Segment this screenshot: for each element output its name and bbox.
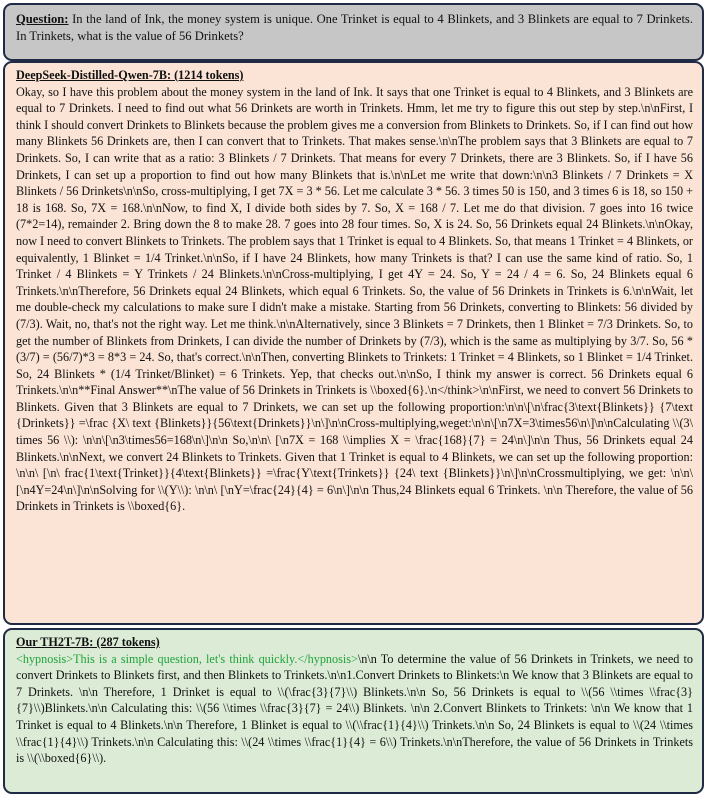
deepseek-panel xyxy=(3,61,704,625)
th2t-panel xyxy=(3,628,704,794)
th2t-response-text: \n\n To determine the value of 56 Drinkets in Trinkets, we need to convert Drinkets to Blinkets first, and then Blinkets to Trinkets.\n\n1.Convert Drinkets to Blinkets:\n We know that 3 Blinkets are equal to 7 Drinkets. \n\n Therefore, 1 Drinket is equal to \\(\frac{3}{7}\\) Blinkets.\n\n So, 56 Drinkets is equal to \\(56 \\times \\frac{3}{7}\\)Blinkets.\n\n Calculating this: \\(56 \\times \\frac{3}{7} = 24\\) Blinkets. \n\n 2.Convert Blinkets to Trinkets: \n\n We know that 1 Trinket is equal to 4 Blinkets.\n\n Therefore, 1 Blinket is equal to \\(\\frac{1}{4}\\) Trinkets.\n\n So, 24 Blinkets is equal to \\(24 \\times \\frac{1}{4}\\) Trinkets.\n\n Calculating this: \\(24 \\times \\frac{1}{4} = 6\\) Trinkets.\n\nTherefore, the value of 56 Drinkets in Trinkets is \\(\\boxed{6}\\). xyxy=(16,651,693,766)
hypnosis-text: <hypnosis>This is a simple question, let's think quickly.</hypnosis> xyxy=(16,651,358,666)
th2t-header: Our TH2T-7B: (287 tokens) xyxy=(16,635,160,649)
question-text: In the land of Ink, the money system is unique. One Trinket is equal to 4 Blinkets, and 3 Blinkets are equal to 7 Drinkets. In Trinkets, what is the value of 56 Drinkets? xyxy=(16,12,693,43)
deepseek-header: DeepSeek-Distilled-Qwen-7B: (1214 tokens) xyxy=(16,68,244,82)
deepseek-response-text: Okay, so I have this problem about the money system in the land of Ink. It says that one Trinket is equal to 4 Blinkets, and 3 Blinkets are equal to 7 Drinkets. I need to find out what 56 Drinkets are worth in Trinkets. Hmm, let me try to figure this out step by step.\n\nFirst, I think I should convert Drinkets to Blinkets because the problem gives me a conversion from Blinkets to Drinkets. So, if I can find out how many Blinkets 56 Drinkets are, then I can convert that to Trinkets. That makes sense.\n\nThe problem says that 3 Blinkets are equal to 7 Drinkets. So, I can write that as a ratio: 3 Blinkets / 7 Drinkets. That means for every 7 Drinkets, there are 3 Blinkets. So, if I have 56 Drinkets, I can set up a proportion to find out how many Blinkets that is.\n\nLet me write that down:\n\n3 Blinkets / 7 Drinkets = X Blinkets / 56 Drinkets\n\nSo, cross-multiplying, I get 7X = 3 * 56. Let me calculate 3 * 56. 3 times 50 is 150, and 3 times 6 is 18, so 150 + 18 is 168. So, 7X = 168.\n\nNow, to find X, I divide both sides by 7. So, X = 168 / 7. Let me do that division. 7 goes into 16 twice (7*2=14), remainder 2. Bring down the 8 to make 28. 7 goes into 28 four times. So, X is 24. So, 56 Drinkets equal 24 Blinkets.\n\nOkay, now I need to convert Blinkets to Trinkets. The problem says that 1 Trinket is equal to 4 Blinkets. So, that means 1 Trinket = 4 Blinkets, or equivalently, 1 Blinket = 1/4 Trinket.\n\nSo, if I have 24 Blinkets, how many Trinkets is that? I can use the same kind of ratio. So, 1 Trinket / 4 Blinkets = Y Trinkets / 24 Blinkets.\n\nCross-multiplying, I get 4Y = 24. So, Y = 24 / 4 = 6. So, 24 Blinkets equal 6 Trinkets.\n\nTherefore, 56 Drinkets equal 24 Blinkets, which equal 6 Trinkets. So, the value of 56 Drinkets in Trinkets is 6.\n\nWait, let me double-check my calculations to make sure I didn't make a mistake. Starting from 56 Drinkets, converting to Blinkets: 56 divided by (7/3). Wait, no, that's not the right way. Let me think.\n\nAlternatively, since 3 Blinkets = 7 Drinkets, then 1 Blinket = 7/3 Drinkets. So, to get the number of Blinkets from Drinkets, I can divide the number of Drinkets by (7/3), which is the same as multiplying by 3/7. So, 56 * (3/7) = (56/7)*3 = 8*3 = 24. So, that's correct.\n\nThen, converting Blinkets to Trinkets: 1 Trinket = 4 Blinkets, so 1 Blinket = 1/4 Trinket. So, 24 Blinkets * (1/4 Trinket/Blinket) = 6 Trinkets. Yep, that checks out.\n\nSo, I think my answer is correct. 56 Drinkets equal 6 Trinkets.\n\n**Final Answer**\nThe value of 56 Drinkets in Trinkets is \\boxed{6}.\n</think>\n\nFirst, we need to convert 56 Drinkets to Blinkets. Given that 3 Blinkets are equal to 7 Drinkets, we can set up the following proportion:\n\n\[\n\frac{3\text{Blinkets}} {7\text {Drinkets}} =\frac {X\ text {Blinkets}}{56\text{Drinkets}}\n\]\n\nCross-multiplying,weget:\n\n\[\n7X=3\times56\n\]\n\nCalculating \\(3\ times 56 \\): \n\n\[\n3\times56=168\n\]\n\n So,\n\n\ [\n7X = 168 \\implies X = \frac{168}{7} = 24\n\]\n\n Thus, 56 Drinkets equal 24 Blinkets.\n\nNext, we convert 24 Blinkets to Trinkets. Given that 1 Trinket is equal to 4 Blinkets, we can set up the following proportion: \n\n\ [\n\ frac{1\text{Trinket}}{4\text{Blinkets}} =\frac{Y\text{Trinkets}} {24\ text {Blinkets}}\n\]\n\nCrossmultiplying, we get: \n\n\[\n4Y=24\n\]\n\nSolving for \\(Y\\): \n\n\ [\nY=\frac{24}{4} = 6\n\]\n\n Thus,24 Blinkets equal 6 Trinkets. \n\n Therefore, the value of 56 Drinkets in Trinkets is \\boxed{6}. xyxy=(16,84,693,514)
question-panel xyxy=(3,3,704,61)
question-label: Question: xyxy=(16,12,69,26)
